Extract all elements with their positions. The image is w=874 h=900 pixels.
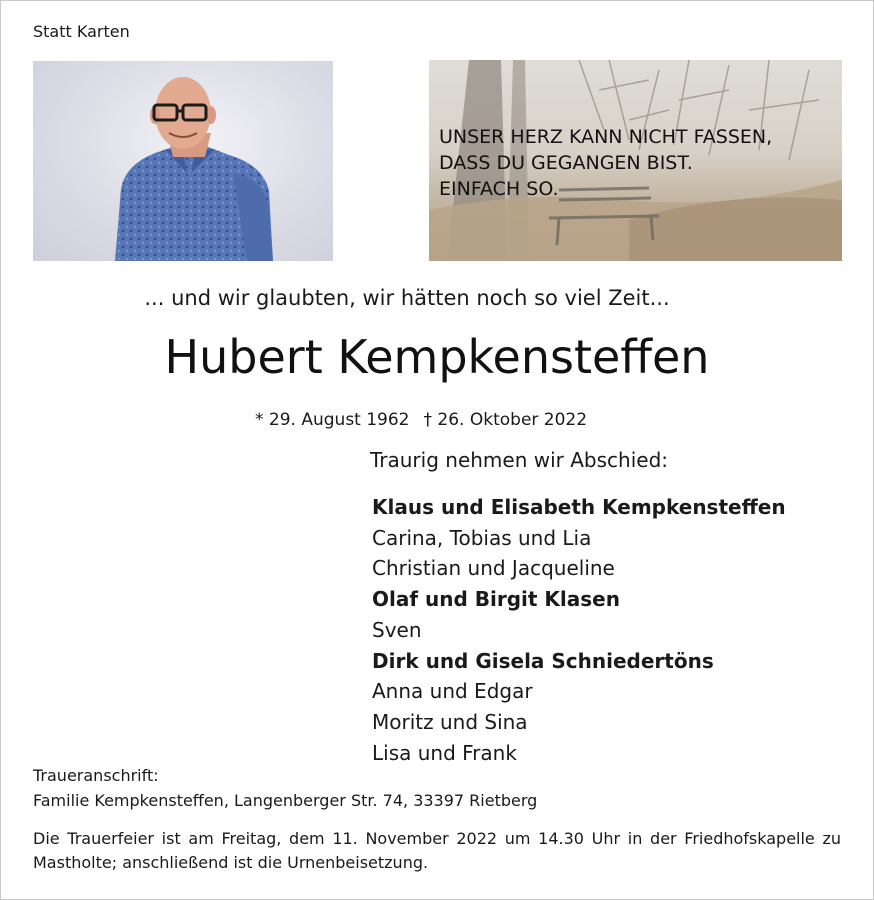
mourner-entry: Sven	[372, 617, 422, 642]
mourner-entry: Dirk und Gisela Schniedertöns	[372, 648, 714, 673]
mourner-entry: Christian und Jacqueline	[372, 556, 615, 581]
farewell-line: Traurig nehmen wir Abschied:	[370, 448, 668, 472]
mourning-address: Familie Kempkensteffen, Langenberger Str. 74, 33397 Rietberg	[33, 791, 538, 810]
deceased-name: Hubert Kempkensteffen	[164, 330, 710, 384]
quote-text: UNSER HERZ KANN NICHT FASSEN, DASS DU GEGANGEN BIST. EINFACH SO.	[439, 126, 773, 200]
mourner-entry: Anna und Edgar	[372, 679, 533, 704]
mourner-entry: Olaf und Birgit Klasen	[372, 587, 620, 612]
portrait-photo	[33, 61, 333, 261]
mourner-entry: Lisa und Frank	[372, 740, 517, 765]
life-dates	[255, 410, 587, 430]
mourner-entry: Klaus und Elisabeth Kempkensteffen	[372, 495, 786, 519]
death-date: † 26. Oktober 2022	[423, 410, 588, 430]
portrait-illustration	[33, 61, 333, 261]
birth-date: * 29. August 1962	[255, 410, 410, 430]
service-details: Die Trauerfeier ist am Freitag, dem 11. November 2022 um 14.30 Uhr in der Friedhofskapelle zu Mastholte; anschließend ist die Urnenbeisetzung.	[33, 829, 841, 872]
address-label: Traueranschrift:	[33, 766, 159, 785]
mourner-entry: Carina, Tobias und Lia	[372, 525, 592, 550]
header-note: Statt Karten	[33, 22, 130, 41]
mourner-entry: Moritz und Sina	[372, 709, 528, 734]
mourners-list	[372, 492, 786, 768]
intro-line: ... und wir glaubten, wir hätten noch so viel Zeit...	[144, 286, 670, 310]
